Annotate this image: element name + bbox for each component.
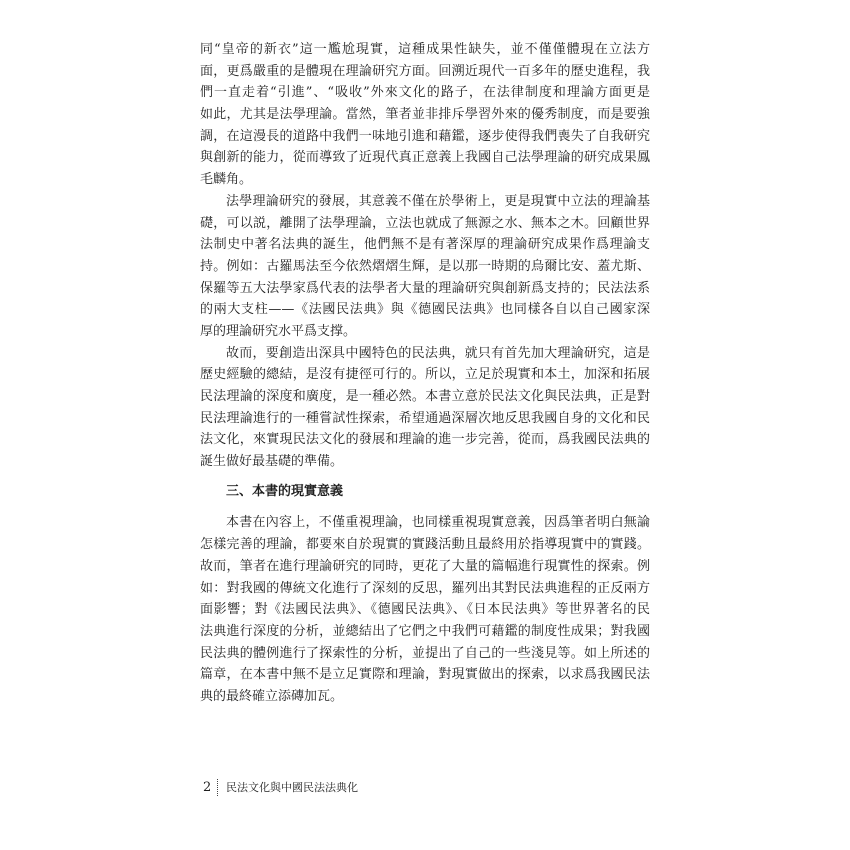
text-line: 法典進行深度的分析，並總結出了它們之中我們可藉鑑的制度性成果；對我國 <box>200 623 650 639</box>
text-line: 法文化，來實現民法文化的發展和理論的進一步完善，從而，爲我國民法典的 <box>200 432 650 448</box>
text-line: 與創新的能力，從而導致了近現代真正意義上我國自己法學理論的研究成果鳳 <box>200 150 650 166</box>
text-line: 法學理論研究的發展，其意義不僅在於學術上，更是現實中立法的理論基 <box>226 193 650 209</box>
text-line: 民法典的體例進行了探索性的分析，並提出了自己的一些淺見等。如上所述的 <box>200 645 650 661</box>
paragraph-group-before-heading <box>200 39 650 473</box>
paragraph <box>200 512 650 707</box>
paragraph <box>200 191 650 343</box>
text-line: 典的最終確立添磚加瓦。 <box>200 688 344 704</box>
text-line: 的兩大支柱——《法國民法典》與《德國民法典》也同樣各自以自己國家深 <box>200 302 650 318</box>
text-line: 毛麟角。 <box>200 172 253 188</box>
paragraph <box>200 343 650 473</box>
paragraph-group-after-heading <box>200 512 650 707</box>
page-footer <box>200 778 358 796</box>
text-line: 故而，要創造出深具中國特色的民法典，就只有首先加大理論研究，這是 <box>226 345 650 361</box>
text-line: 民法理論的深度和廣度，是一種必然。本書立意於民法文化與民法典，正是對 <box>200 389 650 404</box>
running-title: 民法文化與中國民法法典化 <box>226 781 358 794</box>
section-heading: 三、本書的現實意義 <box>226 483 344 499</box>
text-line: 們一直走着“引進”、“吸收”外來文化的路子，在法律制度和理論方面更是 <box>200 85 650 101</box>
text-line: 面，更爲嚴重的是體現在理論研究方面。回溯近現代一百多年的歷史進程，我 <box>200 63 650 79</box>
paragraph <box>200 39 650 191</box>
text-line: 面影響；對《法國民法典》、《德國民法典》、《日本民法典》等世界著名的民 <box>200 602 650 618</box>
text-line: 法制史中著名法典的誕生，他們無不是有著深厚的理論研究成果作爲理論支 <box>200 237 650 253</box>
text-line: 怎樣完善的理論，都要來自於現實的實踐活動且最終用於指導現實中的實踐。 <box>200 537 650 553</box>
text-line: 礎，可以説，離開了法學理論，立法也就成了無源之水、無本之木。回顧世界 <box>200 215 650 231</box>
body-text <box>200 39 650 708</box>
footer-divider <box>217 779 218 796</box>
text-line: 如此，尤其是法學理論。當然，筆者並非排斥學習外來的優秀制度，而是要強 <box>200 107 650 123</box>
text-line: 歷史經驗的總結，是沒有捷徑可行的。所以，立足於現實和本土，加深和拓展 <box>200 367 650 383</box>
text-line: 持。例如：古羅馬法至今依然熠熠生輝，是以那一時期的烏爾比安、蓋尤斯、 <box>200 258 650 274</box>
text-line: 誕生做好最基礎的準備。 <box>200 454 344 470</box>
text-line: 民法理論進行的一種嘗試性探索，希望通過深層次地反思我國自身的文化和民 <box>200 410 650 426</box>
text-line: 同“皇帝的新衣”這一尷尬現實，這種成果性缺失，並不僅僅體現在立法方 <box>200 42 650 57</box>
text-line: 故而，筆者在進行理論研究的同時，更花了大量的篇幅進行現實性的探索。例 <box>200 558 650 574</box>
text-line: 篇章，在本書中無不是立足實際和理論，對現實做出的探索，以求爲我國民法 <box>200 667 650 683</box>
text-line: 本書在內容上，不僅重視理論，也同樣重視現實意義，因爲筆者明白無論 <box>226 515 650 531</box>
text-line: 如：對我國的傳統文化進行了深刻的反思，羅列出其對民法典進程的正反兩方 <box>200 580 650 596</box>
text-line: 保羅等五大法學家爲代表的法學者大量的理論研究與創新爲支持的；民法法系 <box>200 280 650 296</box>
page-number: 2 <box>203 779 212 795</box>
text-line: 厚的理論研究水平爲支撑。 <box>200 323 357 339</box>
text-line: 調，在這漫長的道路中我們一味地引進和藉鑑，逐步使得我們喪失了自我研究 <box>200 128 650 144</box>
